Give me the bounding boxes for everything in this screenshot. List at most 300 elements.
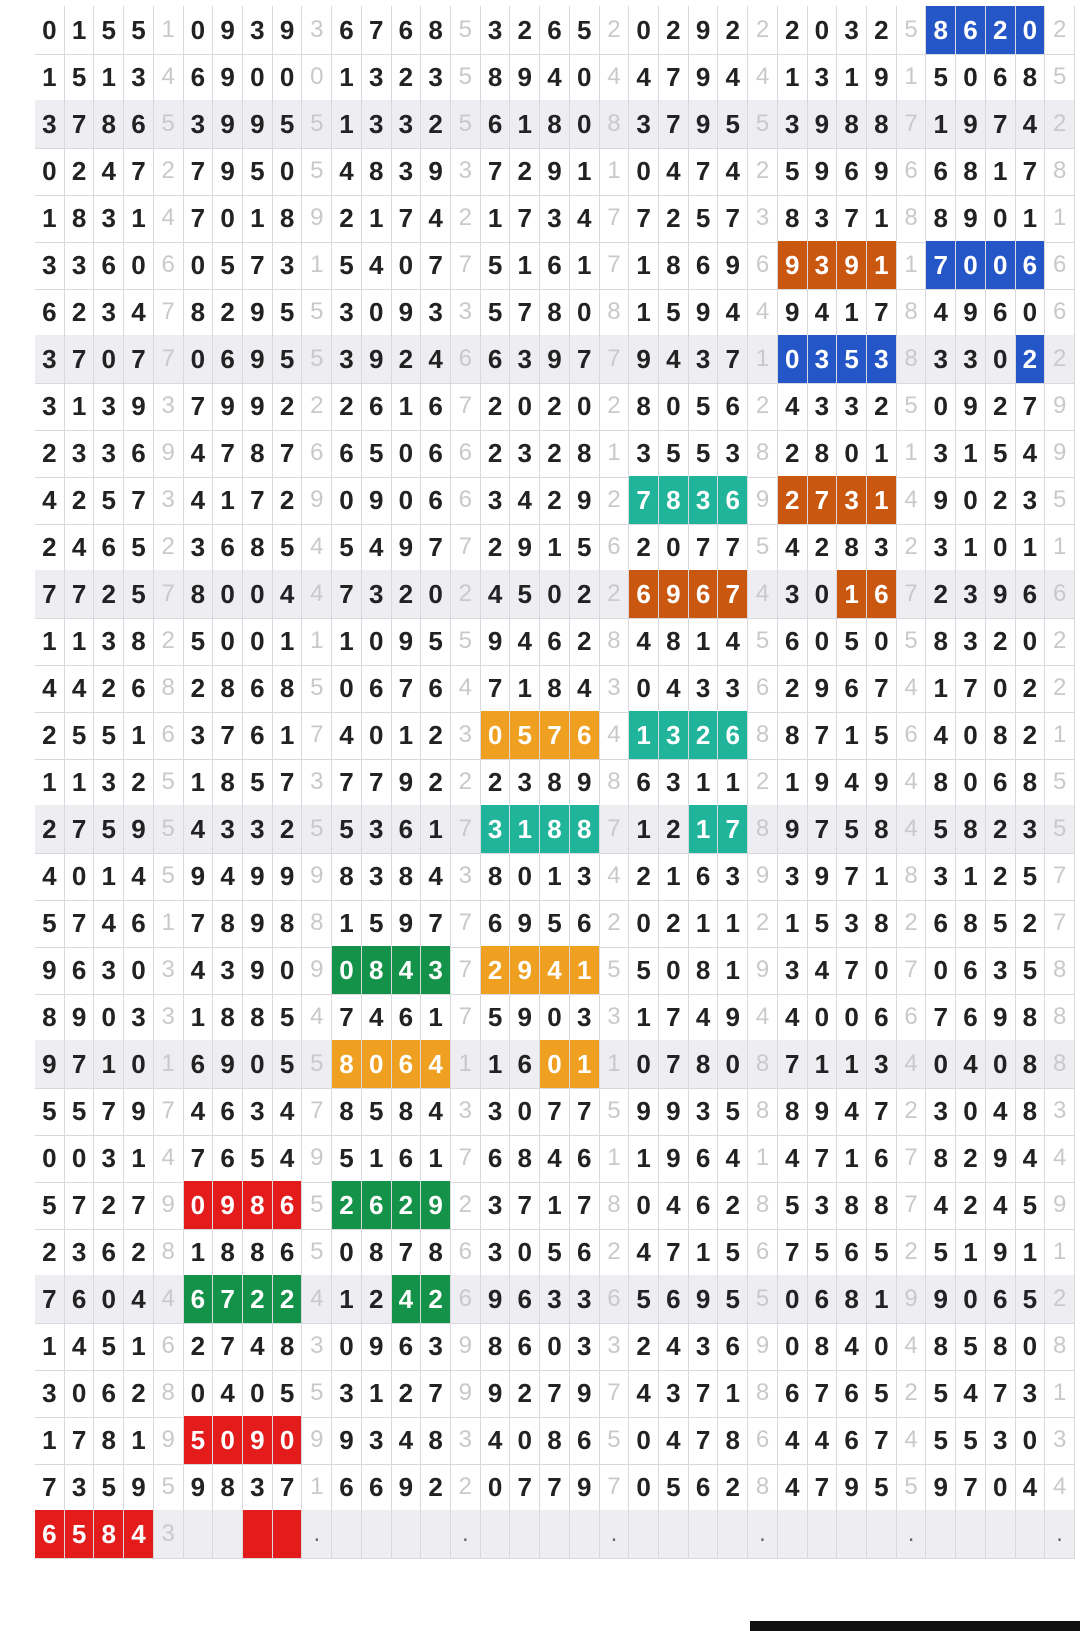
digit-cell[interactable]: 3 xyxy=(718,664,748,713)
digit-cell[interactable]: 6 xyxy=(213,1087,243,1136)
digit-cell[interactable]: 3 xyxy=(243,1463,273,1512)
separator-digit-cell[interactable]: 8 xyxy=(600,288,630,337)
digit-cell[interactable]: 5 xyxy=(689,382,719,431)
digit-cell[interactable]: 2 xyxy=(510,1369,540,1418)
digit-cell[interactable]: 7 xyxy=(570,335,600,384)
separator-digit-cell[interactable]: 2 xyxy=(1045,617,1075,666)
digit-cell[interactable]: 0 xyxy=(956,1087,986,1136)
digit-cell[interactable]: 7 xyxy=(392,664,422,713)
digit-cell[interactable]: 5 xyxy=(481,241,511,290)
separator-digit-cell[interactable]: 9 xyxy=(302,476,332,525)
separator-digit-cell[interactable]: 1 xyxy=(1045,523,1075,572)
digit-cell[interactable]: 5 xyxy=(808,899,838,948)
digit-cell[interactable]: 0 xyxy=(35,1134,65,1183)
digit-cell[interactable]: 2 xyxy=(65,476,95,525)
digit-cell[interactable]: 4 xyxy=(35,664,65,713)
digit-cell[interactable]: 3 xyxy=(481,1181,511,1230)
separator-digit-cell[interactable]: 3 xyxy=(302,6,332,55)
digit-cell[interactable]: 2 xyxy=(986,617,1016,666)
digit-cell[interactable]: 7 xyxy=(718,335,748,384)
digit-cell[interactable]: 3 xyxy=(184,100,214,149)
separator-digit-cell[interactable]: 7 xyxy=(897,1181,927,1230)
digit-cell[interactable]: 8 xyxy=(570,805,600,854)
separator-digit-cell[interactable]: 5 xyxy=(302,664,332,713)
digit-cell[interactable]: 5 xyxy=(243,758,273,807)
separator-digit-cell[interactable]: 7 xyxy=(600,241,630,290)
separator-digit-cell[interactable]: 6 xyxy=(302,429,332,478)
separator-digit-cell[interactable]: 6 xyxy=(897,711,927,760)
digit-cell[interactable]: 7 xyxy=(213,429,243,478)
digit-cell[interactable]: 3 xyxy=(332,335,362,384)
digit-cell[interactable]: 9 xyxy=(124,382,154,431)
digit-cell[interactable]: 8 xyxy=(332,852,362,901)
digit-cell[interactable]: 3 xyxy=(213,805,243,854)
digit-cell[interactable]: 1 xyxy=(510,664,540,713)
digit-cell[interactable]: 3 xyxy=(421,288,451,337)
digit-cell[interactable]: 3 xyxy=(332,1369,362,1418)
separator-digit-cell[interactable]: 5 xyxy=(1045,758,1075,807)
separator-digit-cell[interactable]: 8 xyxy=(897,288,927,337)
separator-digit-cell[interactable]: 5 xyxy=(600,1416,630,1465)
digit-cell[interactable]: 1 xyxy=(421,805,451,854)
digit-cell[interactable]: 9 xyxy=(510,946,540,995)
digit-cell[interactable]: 8 xyxy=(540,805,570,854)
digit-cell[interactable]: 0 xyxy=(362,288,392,337)
digit-cell[interactable]: 2 xyxy=(332,382,362,431)
digit-cell[interactable]: 6 xyxy=(540,617,570,666)
digit-cell[interactable]: 3 xyxy=(481,1087,511,1136)
digit-cell[interactable]: 0 xyxy=(184,335,214,384)
digit-cell[interactable]: 7 xyxy=(184,1134,214,1183)
digit-cell[interactable]: 2 xyxy=(659,899,689,948)
digit-cell[interactable]: 8 xyxy=(362,147,392,196)
digit-cell[interactable]: 4 xyxy=(481,570,511,619)
digit-cell[interactable]: 5 xyxy=(659,429,689,478)
separator-digit-cell[interactable]: 2 xyxy=(748,147,778,196)
digit-cell[interactable]: 6 xyxy=(956,946,986,995)
digit-cell[interactable]: 6 xyxy=(332,6,362,55)
separator-digit-cell[interactable]: 5 xyxy=(748,523,778,572)
digit-cell[interactable]: 3 xyxy=(659,711,689,760)
digit-cell[interactable]: 5 xyxy=(124,570,154,619)
separator-digit-cell[interactable]: 5 xyxy=(748,100,778,149)
digit-cell[interactable]: 5 xyxy=(273,335,303,384)
digit-cell[interactable]: 5 xyxy=(926,805,956,854)
digit-cell[interactable]: 3 xyxy=(35,1369,65,1418)
digit-cell[interactable]: 9 xyxy=(362,476,392,525)
digit-cell[interactable]: 2 xyxy=(778,6,808,55)
digit-cell[interactable]: 9 xyxy=(956,288,986,337)
digit-cell[interactable]: 7 xyxy=(837,946,867,995)
digit-cell[interactable]: 2 xyxy=(65,147,95,196)
digit-cell[interactable]: 2 xyxy=(124,1369,154,1418)
digit-cell[interactable]: 6 xyxy=(778,1369,808,1418)
digit-cell[interactable] xyxy=(778,1510,808,1559)
digit-cell[interactable]: 9 xyxy=(867,758,897,807)
digit-cell[interactable]: 9 xyxy=(867,147,897,196)
separator-digit-cell[interactable]: 6 xyxy=(600,1275,630,1324)
digit-cell[interactable]: 2 xyxy=(35,429,65,478)
digit-cell[interactable]: 9 xyxy=(213,6,243,55)
digit-cell[interactable]: 1 xyxy=(867,194,897,243)
digit-cell[interactable]: 9 xyxy=(243,899,273,948)
digit-cell[interactable]: 0 xyxy=(184,1181,214,1230)
digit-cell[interactable]: 9 xyxy=(124,1087,154,1136)
digit-cell[interactable]: 0 xyxy=(926,1040,956,1089)
digit-cell[interactable]: 2 xyxy=(481,758,511,807)
digit-cell[interactable]: 0 xyxy=(362,711,392,760)
separator-digit-cell[interactable]: 9 xyxy=(748,1322,778,1371)
digit-cell[interactable]: 8 xyxy=(213,664,243,713)
digit-cell[interactable]: 5 xyxy=(273,523,303,572)
digit-cell[interactable]: 0 xyxy=(1016,617,1046,666)
digit-cell[interactable]: 8 xyxy=(273,664,303,713)
digit-cell[interactable]: 7 xyxy=(956,1463,986,1512)
digit-cell[interactable]: 6 xyxy=(124,899,154,948)
digit-cell[interactable]: 0 xyxy=(392,241,422,290)
digit-cell[interactable]: 3 xyxy=(1016,1369,1046,1418)
digit-cell[interactable]: 6 xyxy=(332,1463,362,1512)
digit-cell[interactable]: 7 xyxy=(392,194,422,243)
digit-cell[interactable]: 0 xyxy=(629,899,659,948)
digit-cell[interactable]: 4 xyxy=(956,1040,986,1089)
digit-cell[interactable]: 3 xyxy=(778,100,808,149)
digit-cell[interactable]: 6 xyxy=(837,1416,867,1465)
separator-digit-cell[interactable]: 3 xyxy=(451,1416,481,1465)
digit-cell[interactable]: 3 xyxy=(837,6,867,55)
digit-cell[interactable]: 5 xyxy=(124,523,154,572)
separator-digit-cell[interactable]: 3 xyxy=(302,1322,332,1371)
separator-digit-cell[interactable]: 2 xyxy=(600,570,630,619)
digit-cell[interactable]: 8 xyxy=(1016,758,1046,807)
digit-cell[interactable]: 0 xyxy=(659,946,689,995)
digit-cell[interactable]: 0 xyxy=(184,1369,214,1418)
separator-digit-cell[interactable]: 4 xyxy=(1045,1463,1075,1512)
digit-cell[interactable]: 6 xyxy=(956,993,986,1042)
digit-cell[interactable]: 8 xyxy=(540,288,570,337)
digit-cell[interactable]: 5 xyxy=(273,993,303,1042)
digit-cell[interactable]: 2 xyxy=(956,1134,986,1183)
digit-cell[interactable]: 3 xyxy=(689,664,719,713)
digit-cell[interactable]: 0 xyxy=(986,241,1016,290)
separator-digit-cell[interactable]: 8 xyxy=(748,1181,778,1230)
digit-cell[interactable]: 1 xyxy=(837,1040,867,1089)
digit-cell[interactable]: 6 xyxy=(986,758,1016,807)
digit-cell[interactable]: 1 xyxy=(1016,523,1046,572)
digit-cell[interactable]: 5 xyxy=(570,6,600,55)
digit-cell[interactable]: 7 xyxy=(778,1228,808,1277)
digit-cell[interactable]: 0 xyxy=(65,852,95,901)
digit-cell[interactable]: 4 xyxy=(65,523,95,572)
digit-cell[interactable]: 7 xyxy=(808,711,838,760)
separator-digit-cell[interactable]: 3 xyxy=(154,993,184,1042)
digit-cell[interactable]: 3 xyxy=(1016,476,1046,525)
digit-cell[interactable]: 3 xyxy=(421,53,451,102)
digit-cell[interactable]: 7 xyxy=(332,993,362,1042)
digit-cell[interactable]: 1 xyxy=(986,147,1016,196)
separator-digit-cell[interactable]: 3 xyxy=(451,1087,481,1136)
separator-digit-cell[interactable]: 4 xyxy=(302,523,332,572)
separator-digit-cell[interactable]: 1 xyxy=(1045,194,1075,243)
digit-cell[interactable]: 1 xyxy=(629,805,659,854)
separator-digit-cell[interactable]: 4 xyxy=(897,664,927,713)
digit-cell[interactable]: 2 xyxy=(510,6,540,55)
digit-cell[interactable]: 0 xyxy=(213,194,243,243)
digit-cell[interactable]: 3 xyxy=(570,993,600,1042)
digit-cell[interactable]: 0 xyxy=(659,523,689,572)
digit-cell[interactable]: 7 xyxy=(35,1275,65,1324)
digit-cell[interactable]: 2 xyxy=(481,382,511,431)
digit-cell[interactable]: 2 xyxy=(421,711,451,760)
digit-cell[interactable]: 2 xyxy=(421,100,451,149)
digit-cell[interactable]: 3 xyxy=(184,711,214,760)
digit-cell[interactable]: 5 xyxy=(659,288,689,337)
digit-cell[interactable]: 4 xyxy=(926,711,956,760)
digit-cell[interactable]: 3 xyxy=(808,1181,838,1230)
digit-cell[interactable]: 0 xyxy=(867,946,897,995)
digit-cell[interactable]: 4 xyxy=(510,617,540,666)
digit-cell[interactable]: 0 xyxy=(629,1181,659,1230)
separator-digit-cell[interactable]: 1 xyxy=(600,1040,630,1089)
digit-cell[interactable]: 8 xyxy=(837,1181,867,1230)
separator-digit-cell[interactable]: 2 xyxy=(451,570,481,619)
separator-digit-cell[interactable]: 2 xyxy=(748,382,778,431)
digit-cell[interactable]: 6 xyxy=(392,1040,422,1089)
digit-cell[interactable]: 1 xyxy=(1016,1228,1046,1277)
digit-cell[interactable]: 0 xyxy=(808,570,838,619)
digit-cell[interactable]: 6 xyxy=(94,523,124,572)
digit-cell[interactable]: 1 xyxy=(540,852,570,901)
digit-cell[interactable]: 6 xyxy=(837,664,867,713)
digit-cell[interactable]: 5 xyxy=(926,53,956,102)
digit-cell[interactable]: 8 xyxy=(926,194,956,243)
digit-cell[interactable]: 5 xyxy=(273,100,303,149)
digit-cell[interactable]: 8 xyxy=(124,617,154,666)
separator-digit-cell[interactable]: 4 xyxy=(748,993,778,1042)
digit-cell[interactable]: 9 xyxy=(421,147,451,196)
digit-cell[interactable]: 7 xyxy=(273,429,303,478)
digit-cell[interactable]: 8 xyxy=(867,899,897,948)
digit-cell[interactable]: 1 xyxy=(808,1040,838,1089)
separator-digit-cell[interactable]: 2 xyxy=(748,758,778,807)
digit-cell[interactable]: 5 xyxy=(659,1463,689,1512)
digit-cell[interactable]: 8 xyxy=(481,1322,511,1371)
digit-cell[interactable]: 7 xyxy=(481,147,511,196)
digit-cell[interactable]: 7 xyxy=(332,570,362,619)
digit-cell[interactable]: 0 xyxy=(184,241,214,290)
digit-cell[interactable]: 3 xyxy=(510,758,540,807)
separator-digit-cell[interactable]: 7 xyxy=(451,899,481,948)
digit-cell[interactable]: 9 xyxy=(510,993,540,1042)
separator-digit-cell[interactable]: 6 xyxy=(451,1275,481,1324)
digit-cell[interactable]: 6 xyxy=(392,1322,422,1371)
digit-cell[interactable]: 8 xyxy=(837,1275,867,1324)
digit-cell[interactable]: 0 xyxy=(659,382,689,431)
digit-cell[interactable]: 4 xyxy=(362,993,392,1042)
digit-cell[interactable]: 2 xyxy=(35,1228,65,1277)
digit-cell[interactable] xyxy=(273,1510,303,1559)
separator-digit-cell[interactable]: 8 xyxy=(748,805,778,854)
separator-digit-cell[interactable]: 4 xyxy=(748,570,778,619)
digit-cell[interactable]: 6 xyxy=(926,147,956,196)
digit-cell[interactable]: 9 xyxy=(213,100,243,149)
digit-cell[interactable]: 7 xyxy=(837,194,867,243)
digit-cell[interactable]: 6 xyxy=(481,335,511,384)
digit-cell[interactable]: 5 xyxy=(837,335,867,384)
digit-cell[interactable]: 4 xyxy=(629,1228,659,1277)
digit-cell[interactable]: 8 xyxy=(243,1181,273,1230)
digit-cell[interactable]: 6 xyxy=(392,993,422,1042)
digit-cell[interactable]: 8 xyxy=(362,946,392,995)
digit-cell[interactable]: 8 xyxy=(926,758,956,807)
digit-cell[interactable]: 2 xyxy=(867,382,897,431)
digit-cell[interactable]: 0 xyxy=(986,1040,1016,1089)
digit-cell[interactable]: 8 xyxy=(867,100,897,149)
separator-digit-cell[interactable]: 5 xyxy=(154,852,184,901)
digit-cell[interactable]: 6 xyxy=(1016,241,1046,290)
digit-cell[interactable]: 7 xyxy=(540,711,570,760)
digit-cell[interactable]: 4 xyxy=(35,476,65,525)
digit-cell[interactable]: 7 xyxy=(689,523,719,572)
digit-cell[interactable]: 6 xyxy=(689,241,719,290)
digit-cell[interactable]: 8 xyxy=(808,1322,838,1371)
digit-cell[interactable]: 3 xyxy=(243,805,273,854)
digit-cell[interactable]: 7 xyxy=(778,1040,808,1089)
digit-cell[interactable]: 9 xyxy=(808,1087,838,1136)
digit-cell[interactable]: 2 xyxy=(778,664,808,713)
digit-cell[interactable]: 0 xyxy=(837,993,867,1042)
digit-cell[interactable]: 2 xyxy=(35,711,65,760)
digit-cell[interactable]: 9 xyxy=(570,1463,600,1512)
digit-cell[interactable]: 5 xyxy=(510,711,540,760)
digit-cell[interactable]: 1 xyxy=(540,523,570,572)
separator-digit-cell[interactable]: 8 xyxy=(1045,993,1075,1042)
digit-cell[interactable]: 3 xyxy=(35,241,65,290)
digit-cell[interactable]: 2 xyxy=(392,1181,422,1230)
separator-digit-cell[interactable]: 8 xyxy=(748,429,778,478)
digit-cell[interactable]: 5 xyxy=(184,1416,214,1465)
digit-cell[interactable]: 7 xyxy=(867,1416,897,1465)
digit-cell[interactable]: 4 xyxy=(273,1134,303,1183)
digit-cell[interactable]: 9 xyxy=(986,1134,1016,1183)
digit-cell[interactable]: 6 xyxy=(1016,570,1046,619)
separator-digit-cell[interactable]: 4 xyxy=(897,758,927,807)
digit-cell[interactable]: 1 xyxy=(510,805,540,854)
digit-cell[interactable]: 8 xyxy=(956,147,986,196)
digit-cell[interactable]: 8 xyxy=(659,617,689,666)
digit-cell[interactable]: 6 xyxy=(540,241,570,290)
separator-digit-cell[interactable]: 7 xyxy=(451,805,481,854)
digit-cell[interactable]: 4 xyxy=(956,1369,986,1418)
digit-cell[interactable]: 7 xyxy=(718,805,748,854)
separator-digit-cell[interactable]: 3 xyxy=(154,476,184,525)
digit-cell[interactable]: 7 xyxy=(362,6,392,55)
digit-cell[interactable]: 4 xyxy=(808,946,838,995)
digit-cell[interactable]: 4 xyxy=(837,1322,867,1371)
digit-cell[interactable]: 3 xyxy=(718,852,748,901)
digit-cell[interactable]: 9 xyxy=(243,288,273,337)
separator-digit-cell[interactable]: 1 xyxy=(154,899,184,948)
digit-cell[interactable]: 8 xyxy=(213,993,243,1042)
digit-cell[interactable]: 2 xyxy=(689,711,719,760)
digit-cell[interactable]: 5 xyxy=(926,1228,956,1277)
digit-cell[interactable]: 6 xyxy=(837,1369,867,1418)
digit-cell[interactable]: 5 xyxy=(689,194,719,243)
digit-cell[interactable]: 7 xyxy=(540,1087,570,1136)
digit-cell[interactable]: 0 xyxy=(570,382,600,431)
digit-cell[interactable]: 5 xyxy=(184,617,214,666)
digit-cell[interactable]: 5 xyxy=(65,53,95,102)
separator-digit-cell[interactable]: 1 xyxy=(600,147,630,196)
digit-cell[interactable]: 7 xyxy=(65,1416,95,1465)
digit-cell[interactable]: 3 xyxy=(273,241,303,290)
digit-cell[interactable]: 1 xyxy=(867,852,897,901)
digit-cell[interactable]: 5 xyxy=(94,6,124,55)
digit-cell[interactable]: 7 xyxy=(659,100,689,149)
digit-cell[interactable]: 4 xyxy=(659,147,689,196)
digit-cell[interactable]: 4 xyxy=(778,1416,808,1465)
digit-cell[interactable]: 9 xyxy=(570,758,600,807)
digit-cell[interactable]: 7 xyxy=(659,1228,689,1277)
digit-cell[interactable]: 7 xyxy=(65,1181,95,1230)
digit-cell[interactable]: 3 xyxy=(184,523,214,572)
digit-cell[interactable]: 9 xyxy=(570,476,600,525)
separator-digit-cell[interactable]: 1 xyxy=(897,429,927,478)
digit-cell[interactable]: 3 xyxy=(362,1416,392,1465)
digit-cell[interactable]: 7 xyxy=(94,1087,124,1136)
separator-digit-cell[interactable]: 4 xyxy=(154,194,184,243)
digit-cell[interactable]: 3 xyxy=(867,1040,897,1089)
digit-cell[interactable]: 1 xyxy=(926,664,956,713)
digit-cell[interactable]: 9 xyxy=(778,288,808,337)
digit-cell[interactable]: 0 xyxy=(956,711,986,760)
digit-cell[interactable]: 9 xyxy=(926,1275,956,1324)
digit-cell[interactable]: 0 xyxy=(243,53,273,102)
digit-cell[interactable]: 7 xyxy=(184,194,214,243)
digit-cell[interactable]: 7 xyxy=(510,194,540,243)
digit-cell[interactable]: 5 xyxy=(94,805,124,854)
digit-cell[interactable]: 5 xyxy=(1016,1275,1046,1324)
digit-cell[interactable]: 4 xyxy=(659,664,689,713)
digit-cell[interactable]: 0 xyxy=(718,1040,748,1089)
digit-cell[interactable]: 6 xyxy=(124,100,154,149)
digit-cell[interactable]: 1 xyxy=(570,1040,600,1089)
digit-cell[interactable]: 7 xyxy=(65,1040,95,1089)
separator-digit-cell[interactable]: 9 xyxy=(748,946,778,995)
digit-cell[interactable]: 3 xyxy=(808,194,838,243)
digit-cell[interactable]: 1 xyxy=(481,1040,511,1089)
digit-cell[interactable]: 5 xyxy=(362,1087,392,1136)
digit-cell[interactable]: 0 xyxy=(629,664,659,713)
digit-cell[interactable]: 6 xyxy=(362,1181,392,1230)
digit-cell[interactable]: 1 xyxy=(332,53,362,102)
digit-cell[interactable] xyxy=(510,1510,540,1559)
digit-cell[interactable]: 4 xyxy=(65,664,95,713)
separator-digit-cell[interactable]: 2 xyxy=(748,899,778,948)
digit-cell[interactable]: 8 xyxy=(273,194,303,243)
digit-cell[interactable]: 6 xyxy=(243,711,273,760)
digit-cell[interactable]: 1 xyxy=(867,476,897,525)
digit-cell[interactable]: 4 xyxy=(570,194,600,243)
digit-cell[interactable]: 0 xyxy=(540,1040,570,1089)
digit-cell[interactable]: 3 xyxy=(481,6,511,55)
separator-digit-cell[interactable]: 2 xyxy=(302,382,332,431)
digit-cell[interactable]: 1 xyxy=(689,617,719,666)
digit-cell[interactable]: 7 xyxy=(808,1369,838,1418)
digit-cell[interactable]: 8 xyxy=(778,711,808,760)
digit-cell[interactable]: 5 xyxy=(540,899,570,948)
digit-cell[interactable]: 0 xyxy=(481,711,511,760)
